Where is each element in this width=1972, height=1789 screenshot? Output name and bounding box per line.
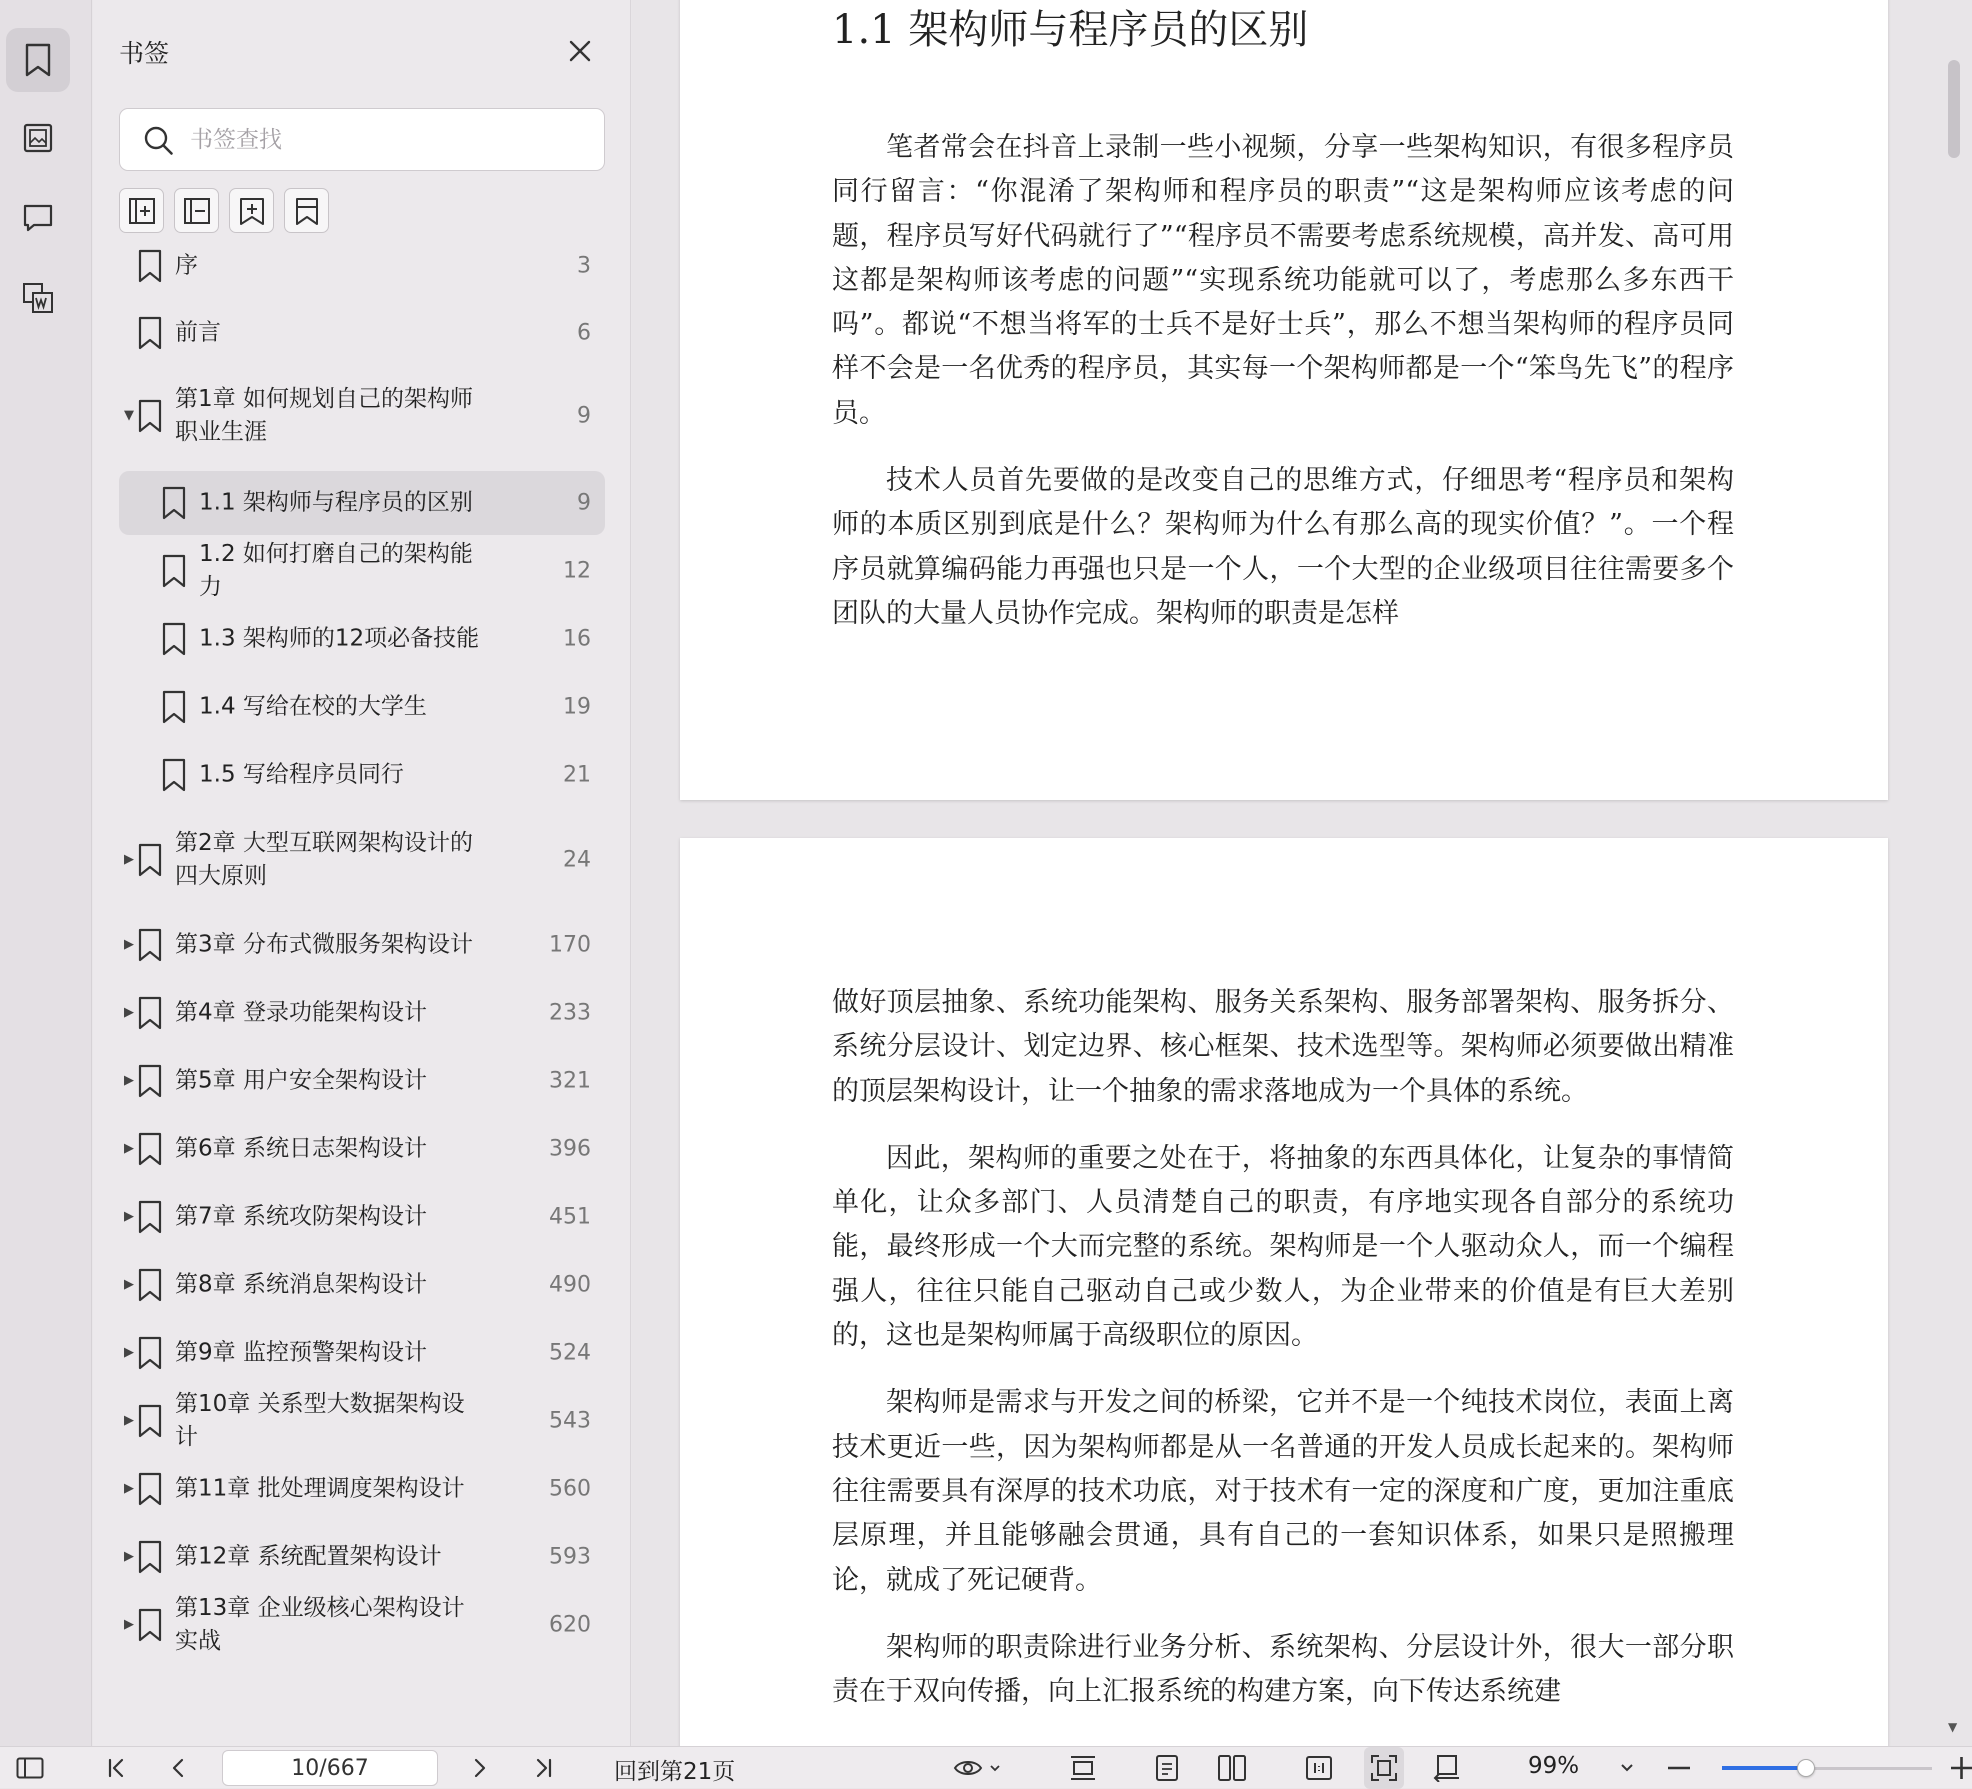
bookmark-page-number: 24 [563,847,591,873]
comment-panel-button[interactable] [6,186,70,250]
bookmark-page-number: 9 [577,490,591,516]
document-viewer[interactable] [632,0,1972,1746]
zoom-dropdown-button[interactable] [1612,1747,1642,1789]
fit-width-button[interactable] [1064,1747,1102,1789]
bookmark-page-number: 543 [549,1408,591,1434]
last-page-icon [532,1757,554,1779]
bookmark-label: 1.2 如何打磨自己的架构能力 [199,541,473,600]
bookmark-page-number: 170 [549,932,591,958]
bookmark-panel [93,0,631,1746]
bookmark-page-number: 451 [549,1204,591,1230]
bookmark-label: 第9章 监控预警架构设计 [175,1339,427,1366]
bookmark-page-number: 524 [549,1340,591,1366]
panel-title: 书签 [119,39,170,68]
eye-icon [953,1757,1003,1779]
bookmark-page-number: 19 [563,694,591,720]
bookmark-label: 第7章 系统攻防架构设计 [175,1203,427,1230]
expand-arrow-icon[interactable]: ▼ [124,408,134,423]
bookmark-label: 第10章 关系型大数据架构设计 [175,1391,465,1450]
collapse-arrow-icon[interactable]: ▶ [124,1413,134,1428]
convert-word-icon [22,282,54,314]
bookmark-outline-icon [292,196,322,226]
bookmark-icon [137,1131,163,1167]
bookmark-icon [137,1267,163,1303]
bookmark-item[interactable] [119,1389,605,1453]
bookmark-icon [137,1471,163,1507]
convert-panel-button[interactable] [6,266,70,330]
bookmark-panel-button[interactable] [6,28,70,92]
collapse-arrow-icon[interactable]: ▶ [124,1277,134,1292]
bookmark-icon [137,1403,163,1439]
bookmark-page-number: 3 [577,253,591,279]
collapse-arrow-icon[interactable]: ▶ [124,937,134,952]
collapse-arrow-icon[interactable]: ▶ [124,852,134,867]
scroll-down-arrow[interactable]: ▼ [1948,1720,1958,1734]
image-icon [23,123,53,153]
bookmark-label: 1.4 写给在校的大学生 [199,693,427,720]
bookmark-search-box [119,108,605,171]
bookmark-item[interactable] [119,1049,605,1113]
bookmark-item[interactable] [119,374,605,458]
bookmark-icon [137,315,163,351]
bookmark-icon [137,1199,163,1235]
collapse-arrow-icon[interactable]: ▶ [124,1549,134,1564]
bookmark-page-number: 9 [577,403,591,429]
zoom-slider-handle[interactable] [1797,1759,1815,1777]
chevron-right-icon [468,1757,490,1779]
actual-size-button[interactable] [1300,1747,1338,1789]
rotate-page-button[interactable] [1428,1747,1466,1789]
remove-bookmark-icon [182,196,212,226]
bookmark-label: 1.3 架构师的12项必备技能 [199,625,480,652]
bookmark-label: 第5章 用户安全架构设计 [175,1067,427,1094]
search-icon [142,124,176,158]
paragraph: 技术人员首先要做的是改变自己的思维方式，仔细思考“程序员和架构师的本质区别到底是什么？架构师为什么有那么高的现实价值？”。一个程序员就算编码能力再强也只是一个人，一个大型的企业级项目往往需要多个团队的大量人员协作完成。架构师的职责是怎样 [832,465,1734,629]
paragraph: 笔者常会在抖音上录制一些小视频，分享一些架构知识，有很多程序员同行留言：“你混淆了架构师和程序员的职责”“这是架构师应该考虑的问题，程序员写好代码就行了”“程序员不需要考虑系统规模，高并发、高可用这都是架构师该考虑的问题”“实现系统功能就可以了，考虑那么多东西干吗”。都说“不想当将军的士兵不是好士兵”，那么不想当架构师的程序员同样不会是一名优秀的程序员，其实每一个架构师都是一个“笨鸟先飞”的程序员。 [832,132,1734,429]
bookmark-label: 1.1 架构师与程序员的区别 [199,489,473,516]
toggle-sidebar-button[interactable] [10,1747,50,1789]
zoom-out-button[interactable] [1664,1747,1694,1789]
bookmark-search-input[interactable] [190,119,590,161]
bookmark-item[interactable] [119,1321,605,1385]
paragraph: 因此，架构师的重要之处在于，将抽象的东西具体化，让复杂的事情简单化，让众多部门、人员清楚自己的职责，有序地实现各自部分的系统功能，最终形成一个大而完整的系统。架构师是一个人驱动众人，而一个编程强人，往往只能自己驱动自己或少数人，为企业带来的价值是有巨大差别的，这也是架构师属于高级职位的原因。 [832,1142,1734,1352]
bookmark-label: 第12章 系统配置架构设计 [175,1543,442,1570]
single-page-icon [1155,1754,1179,1782]
bookmark-label: 第1章 如何规划自己的架构师职业生涯 [175,386,473,445]
bookmark-icon [161,621,187,657]
two-page-icon [1217,1754,1247,1782]
bookmark-settings-button[interactable] [284,188,329,233]
section-heading: 1.1 架构师与程序员的区别 [832,7,1309,53]
bookmark-icon [137,248,163,284]
bookmark-page-number: 490 [549,1272,591,1298]
first-page-button[interactable] [100,1747,134,1789]
bookmark-item[interactable] [119,1117,605,1181]
bookmark-icon [137,1063,163,1099]
bookmark-icon [161,553,187,589]
bookmark-item[interactable] [119,913,605,977]
fit-page-button[interactable] [1364,1747,1404,1789]
page-number-input[interactable] [222,1750,438,1786]
bookmark-label: 第13章 企业级核心架构设计实战 [175,1595,465,1654]
paragraph: 架构师的职责除进行业务分析、系统架构、分层设计外，很大一部分职责在于双向传播，向上汇报系统的构建方案，向下传达系统建 [832,1631,1734,1708]
bookmark-item[interactable] [119,675,605,739]
bookmark-item[interactable] [119,1253,605,1317]
reading-mode-dropdown[interactable] [948,1747,1008,1789]
bookmark-label: 第3章 分布式微服务架构设计 [175,931,473,958]
bookmark-icon [161,757,187,793]
fit-page-icon [1370,1754,1398,1782]
sidebar-rail [0,0,92,1746]
bookmark-item[interactable] [119,1457,605,1521]
bookmark-icon [137,1539,163,1575]
return-to-page-link[interactable]: 回到第21页 [614,1759,736,1785]
zoom-slider-fill [1722,1766,1806,1770]
bookmark-page-number: 21 [563,762,591,788]
bookmark-item[interactable] [119,539,605,603]
minus-icon [1667,1765,1691,1771]
collapse-arrow-icon[interactable]: ▶ [124,1481,134,1496]
collapse-arrow-icon[interactable]: ▶ [124,1073,134,1088]
first-page-icon [106,1757,128,1779]
remove-bookmark-button[interactable] [174,188,219,233]
bookmark-item[interactable] [119,301,605,365]
sidebar-toggle-icon [16,1757,44,1779]
add-bookmark-icon [127,196,157,226]
bookmark-page-number: 233 [549,1000,591,1026]
bookmark-page-number: 6 [577,320,591,346]
status-bar [0,1746,1972,1788]
last-page-button[interactable] [526,1747,560,1789]
bookmark-page-number: 560 [549,1476,591,1502]
fit-width-icon [1069,1755,1097,1781]
bookmark-label: 序 [175,252,198,279]
bookmark-label: 第8章 系统消息架构设计 [175,1271,427,1298]
chevron-left-icon [168,1757,190,1779]
bookmark-item[interactable] [119,1525,605,1589]
bookmark-icon [161,689,187,725]
close-icon [565,36,595,66]
bookmark-item[interactable] [119,607,605,671]
bookmark-page-number: 321 [549,1068,591,1094]
plus-icon [1950,1756,1972,1780]
add-bookmark-button[interactable] [119,188,164,233]
add-child-bookmark-button[interactable] [229,188,274,233]
bookmark-page-number: 620 [549,1612,591,1638]
bookmark-icon [137,1335,163,1371]
bookmark-icon [137,842,163,878]
bookmark-item[interactable] [119,981,605,1045]
bookmark-label: 1.5 写给程序员同行 [199,761,404,788]
add-child-bookmark-icon [237,196,267,226]
chevron-down-icon [1619,1762,1635,1774]
bookmark-page-number: 396 [549,1136,591,1162]
single-page-view-button[interactable] [1148,1747,1186,1789]
collapse-arrow-icon[interactable]: ▶ [124,1141,134,1156]
bookmark-label: 第6章 系统日志架构设计 [175,1135,427,1162]
scrollbar-thumb[interactable] [1948,60,1960,158]
bookmark-icon [137,927,163,963]
bookmark-page-number: 16 [563,626,591,652]
bookmark-item[interactable] [119,818,605,902]
paragraph: 做好顶层抽象、系统功能架构、服务关系架构、服务部署架构、服务拆分、系统分层设计、划定边界、核心框架、技术选型等。架构师必须要做出精准的顶层架构设计，让一个抽象的需求落地成为一个具体的系统。 [832,987,1734,1107]
next-page-button[interactable] [462,1747,496,1789]
zoom-level[interactable]: 99% [1528,1753,1580,1779]
previous-page-button[interactable] [162,1747,196,1789]
page-body [832,126,1734,659]
close-panel-button[interactable] [565,36,595,66]
bookmark-label: 第11章 批处理调度架构设计 [175,1475,465,1502]
collapse-arrow-icon[interactable]: ▶ [124,1617,134,1632]
actual-size-icon [1305,1755,1333,1781]
bookmark-label: 第2章 大型互联网架构设计的四大原则 [175,830,473,889]
bookmark-page-number: 593 [549,1544,591,1570]
bookmark-item[interactable] [119,471,605,535]
collapse-arrow-icon[interactable]: ▶ [124,1005,134,1020]
bookmark-item[interactable] [119,743,605,807]
bookmark-item[interactable] [119,1593,605,1657]
bookmark-label: 前言 [175,319,221,346]
document-page [680,0,1888,800]
paragraph: 架构师是需求与开发之间的桥梁，它并不是一个纯技术岗位，表面上离技术更近一些，因为架构师都是从一名普通的开发人员成长起来的。架构师往往需要具有深厚的技术功底，对于技术有一定的深度和广度，更加注重底层原理，并且能够融会贯通，具有自己的一套知识体系，如果只是照搬理论，就成了死记硬背。 [832,1387,1734,1596]
bookmark-item[interactable] [119,1185,605,1249]
bookmark-icon [137,1607,163,1643]
rotate-page-icon [1433,1754,1461,1782]
comment-icon [22,203,54,233]
collapse-arrow-icon[interactable]: ▶ [124,1209,134,1224]
bookmark-icon [23,43,53,77]
bookmark-item[interactable] [119,234,605,298]
document-page [680,838,1888,1746]
bookmark-page-number: 12 [563,558,591,584]
bookmark-icon [161,485,187,521]
collapse-arrow-icon[interactable]: ▶ [124,1345,134,1360]
bookmark-icon [137,398,163,434]
bookmark-label: 第4章 登录功能架构设计 [175,999,427,1026]
page-body [832,981,1734,1737]
two-page-view-button[interactable] [1212,1747,1252,1789]
bookmark-icon [137,995,163,1031]
zoom-in-button[interactable] [1950,1747,1972,1789]
thumbnail-panel-button[interactable] [6,106,70,170]
